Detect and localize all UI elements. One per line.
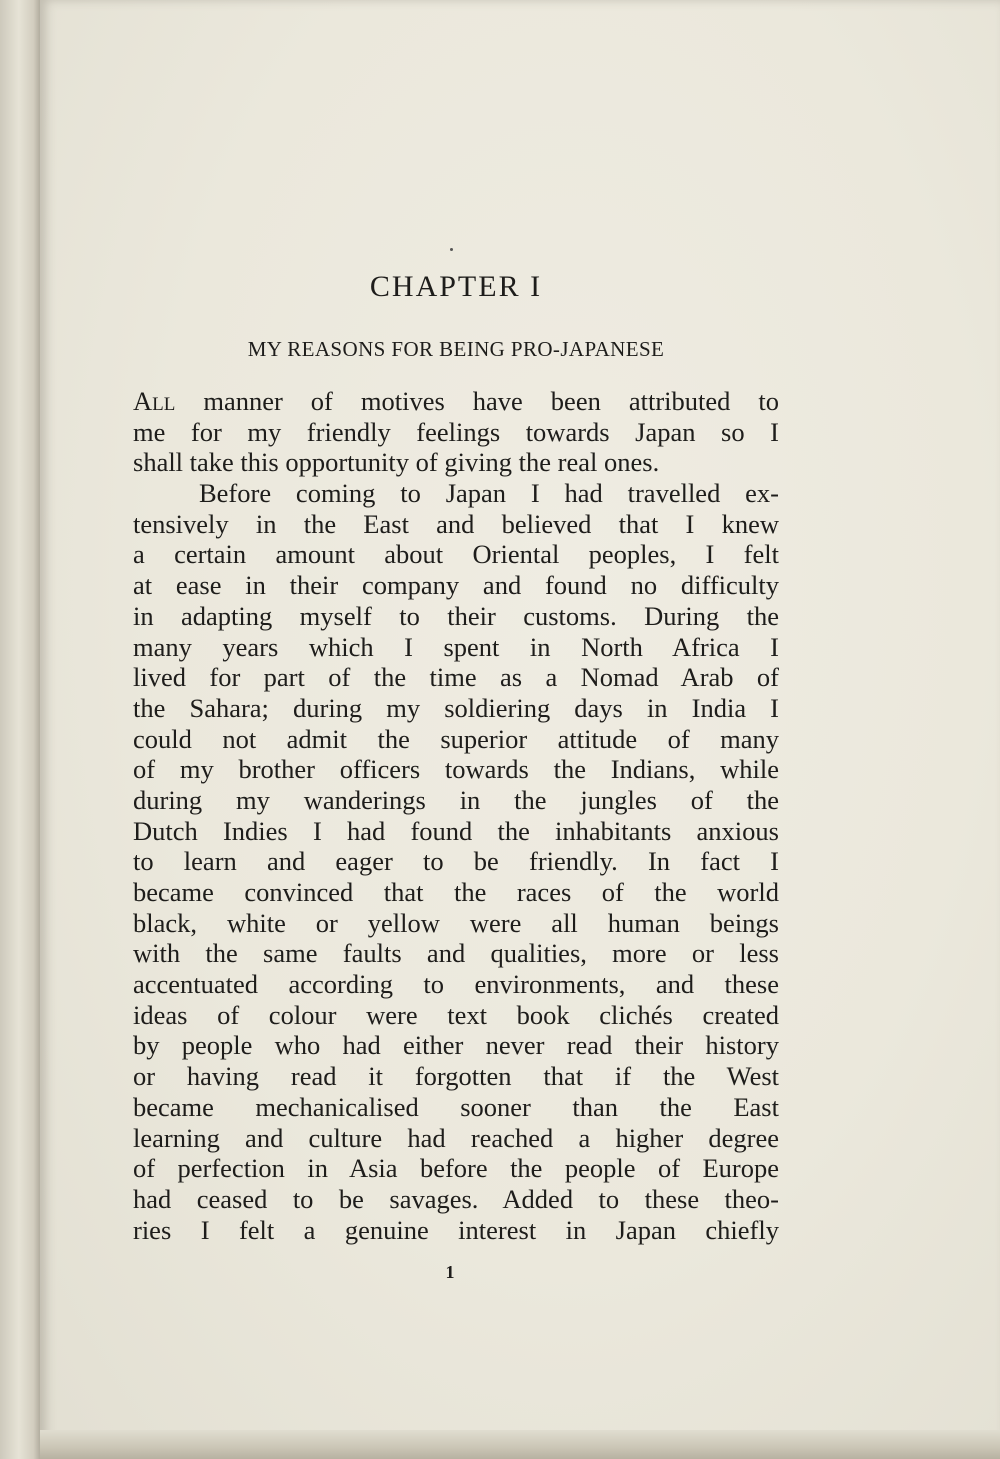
page-number: 1 [445,1262,455,1282]
text-line: of my brother officers towards the Indians, while [133,754,779,785]
text-line: became mechanicalised sooner than the East [133,1091,779,1122]
text-line: many years which I spent in North Africa I [133,631,779,662]
body-paragraphs [133,386,779,1245]
text-line: ideas of colour were text book clichés created [133,999,779,1030]
ink-speck [450,248,453,251]
text-line: with the same faults and qualities, more or less [133,938,779,969]
text-line: to learn and eager to be friendly. In fact I [133,846,779,877]
text-line: black, white or yellow were all human beings [133,907,779,938]
text-line: a certain amount about Oriental peoples, I felt [133,539,779,570]
chapter-title: CHAPTER I [369,270,543,303]
text-line: All manner of motives have been attributed to [133,386,779,416]
text-line: ries I felt a genuine interest in Japan chiefly [133,1214,779,1245]
text-line: lived for part of the time as a Nomad Arab of [133,662,779,693]
text-line: accentuated according to environments, and these [133,969,779,1000]
text-line: or having read it forgotten that if the West [133,1061,779,1092]
text-line: of perfection in Asia before the people of Europe [133,1153,779,1184]
facing-page-edge [0,0,42,1459]
page-text [133,262,779,1245]
text-line: Before coming to Japan I had travelled ex- [199,478,779,509]
text-line: learning and culture had reached a higher degree [133,1122,779,1153]
text-line: me for my friendly feelings towards Japan so I [133,416,779,447]
text-line: the Sahara; during my soldiering days in India I [133,692,779,723]
text-line: at ease in their company and found no difficulty [133,570,779,601]
text-line: during my wanderings in the jungles of the [133,784,779,815]
chapter-subtitle: MY REASONS FOR BEING PRO-JAPANESE [247,337,665,361]
page-bottom-edge [40,1430,1000,1459]
text-line: had ceased to be savages. Added to these theo- [133,1183,779,1214]
text-line: could not admit the superior attitude of many [133,723,779,754]
drop-lead-word: All [133,386,176,416]
text-line: shall take this opportunity of giving the real ones. [133,447,660,478]
text-line: Dutch Indies I had found the inhabitants anxious [133,815,779,846]
text-line: tensively in the East and believed that I knew [133,508,779,539]
text-line: in adapting myself to their customs. During the [133,600,779,631]
text-line: became convinced that the races of the world [133,877,779,907]
text-line: by people who had either never read their history [133,1030,779,1061]
